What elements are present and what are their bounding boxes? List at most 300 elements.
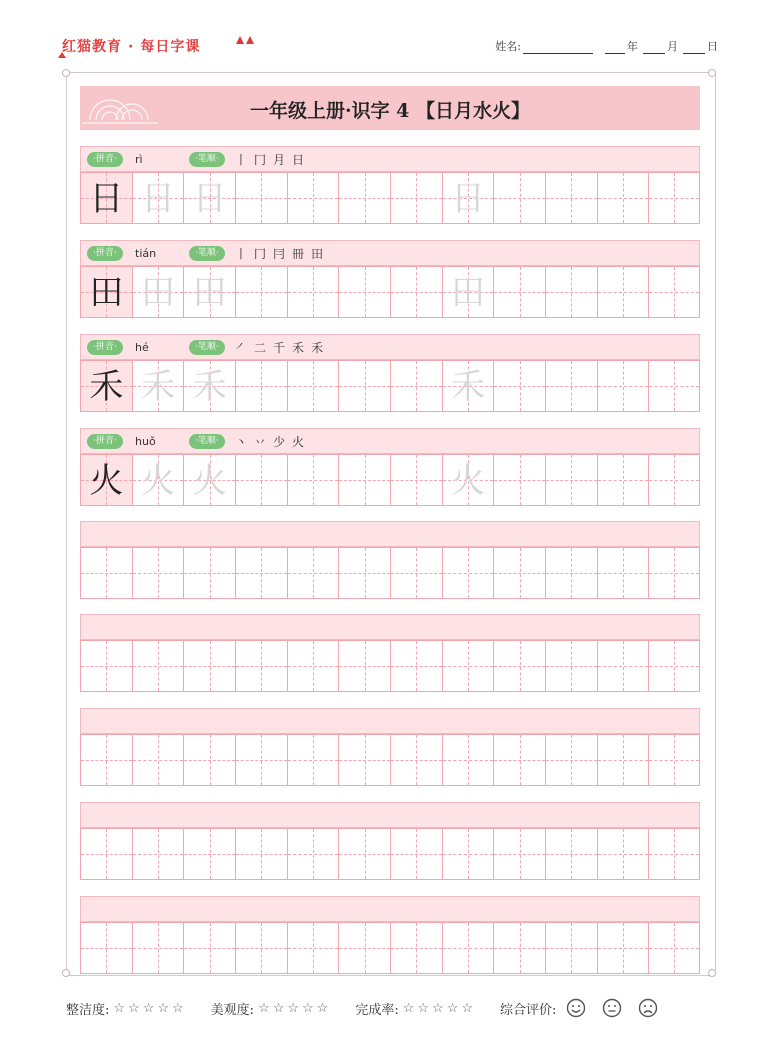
writing-cell[interactable]: [235, 734, 287, 786]
trace-character: 日: [140, 179, 175, 219]
row-header: [80, 334, 700, 360]
writing-cell[interactable]: [80, 922, 132, 974]
cell-guide-v: [313, 455, 314, 505]
title-bar: [80, 86, 700, 130]
month-blank[interactable]: [643, 41, 665, 54]
stroke-step: 月: [273, 153, 286, 167]
name-blank[interactable]: [523, 41, 593, 54]
cell-guide-v: [313, 829, 314, 879]
triangle-deco-icon: [58, 52, 66, 58]
writing-cell[interactable]: [132, 172, 184, 224]
stroke-step: 丨: [235, 247, 248, 261]
cell-guide-v: [468, 923, 469, 973]
happy-face-icon[interactable]: [566, 998, 586, 1018]
cell-guide-v: [158, 735, 159, 785]
cell-guide-v: [313, 923, 314, 973]
writing-cell[interactable]: [287, 172, 339, 224]
writing-cell[interactable]: [597, 640, 649, 692]
writing-cell[interactable]: [132, 266, 184, 318]
writing-cell[interactable]: [597, 454, 649, 506]
writing-cell[interactable]: [287, 266, 339, 318]
cell-guide-v: [365, 361, 366, 411]
cell-guide-v: [623, 455, 624, 505]
frame-corner: [62, 69, 70, 77]
writing-cell[interactable]: [287, 828, 339, 880]
strokes-badge: ·笔顺·: [189, 340, 225, 355]
name-label: 姓名:: [495, 40, 521, 53]
writing-cell[interactable]: [493, 360, 545, 412]
row-header: [80, 708, 700, 734]
cell-guide-v: [261, 361, 262, 411]
writing-cell[interactable]: [338, 828, 390, 880]
neatness-label: 整洁度:: [66, 1002, 110, 1018]
cell-guide-v: [261, 267, 262, 317]
writing-cell[interactable]: [390, 172, 442, 224]
writing-cell[interactable]: [597, 360, 649, 412]
triangle-deco-icon: [236, 36, 254, 44]
writing-cell[interactable]: [338, 547, 390, 599]
cell-guide-v: [416, 735, 417, 785]
writing-cell[interactable]: [493, 640, 545, 692]
cell-guide-v: [520, 548, 521, 598]
cell-guide-v: [106, 548, 107, 598]
evaluation-footer: [66, 998, 726, 1018]
writing-cell[interactable]: [287, 454, 339, 506]
trace-character: 禾: [140, 367, 175, 407]
cell-guide-v: [520, 361, 521, 411]
writing-cell[interactable]: [338, 454, 390, 506]
row-header: [80, 240, 700, 266]
writing-cell[interactable]: [390, 734, 442, 786]
writing-cell[interactable]: [648, 734, 700, 786]
stroke-order: [235, 433, 311, 450]
cell-guide-v: [158, 923, 159, 973]
cell-guide-v: [313, 173, 314, 223]
trace-character: 田: [192, 273, 227, 313]
cell-guide-v: [210, 548, 211, 598]
stroke-step: 禾: [311, 341, 324, 355]
writing-cell[interactable]: [287, 547, 339, 599]
model-character: 禾: [89, 367, 124, 407]
cell-guide-v: [520, 829, 521, 879]
cell-guide-v: [416, 361, 417, 411]
writing-cell[interactable]: [597, 266, 649, 318]
writing-cell[interactable]: [183, 172, 235, 224]
tianzige-grid: [80, 172, 700, 224]
writing-cell[interactable]: [80, 172, 132, 224]
cell-guide-v: [416, 923, 417, 973]
completion-label: 完成率:: [355, 1002, 399, 1018]
cell-guide-v: [261, 455, 262, 505]
cell-guide-v: [674, 735, 675, 785]
tianzige-grid: [80, 922, 700, 974]
writing-cell[interactable]: [648, 360, 700, 412]
row-header: [80, 896, 700, 922]
writing-cell[interactable]: [80, 360, 132, 412]
cell-guide-v: [210, 923, 211, 973]
pinyin-badge: ·拼音·: [87, 434, 123, 449]
cell-guide-v: [571, 735, 572, 785]
writing-cell[interactable]: [545, 172, 597, 224]
writing-cell[interactable]: [338, 360, 390, 412]
writing-cell[interactable]: [545, 734, 597, 786]
writing-cell[interactable]: [183, 828, 235, 880]
writing-cell[interactable]: [132, 734, 184, 786]
writing-cell[interactable]: [545, 828, 597, 880]
cell-guide-v: [313, 548, 314, 598]
pinyin-badge: ·拼音·: [87, 246, 123, 261]
writing-cell[interactable]: [390, 640, 442, 692]
writing-cell[interactable]: [493, 266, 545, 318]
day-blank[interactable]: [683, 41, 705, 54]
cell-guide-v: [158, 641, 159, 691]
stroke-step: 丨: [235, 153, 248, 167]
writing-cell[interactable]: [442, 828, 494, 880]
row-header: [80, 521, 700, 547]
stroke-step: 少: [273, 435, 286, 449]
writing-cell[interactable]: [442, 734, 494, 786]
stroke-step: 冊: [292, 247, 305, 261]
writing-cell[interactable]: [132, 640, 184, 692]
writing-cell[interactable]: [80, 547, 132, 599]
writing-cell[interactable]: [442, 172, 494, 224]
cell-guide-v: [520, 173, 521, 223]
brand-name: 红猫教育: [62, 39, 122, 55]
tianzige-grid: [80, 547, 700, 599]
writing-cell[interactable]: [390, 454, 442, 506]
trace-character: 日: [192, 179, 227, 219]
beauty-stars[interactable]: ☆☆☆☆☆: [258, 1000, 332, 1016]
writing-cell[interactable]: [545, 547, 597, 599]
cell-guide-v: [365, 923, 366, 973]
cell-guide-v: [623, 829, 624, 879]
writing-cell[interactable]: [390, 547, 442, 599]
cell-guide-v: [261, 829, 262, 879]
writing-cell[interactable]: [597, 828, 649, 880]
cell-guide-v: [571, 829, 572, 879]
writing-cell[interactable]: [493, 828, 545, 880]
cell-guide-v: [674, 548, 675, 598]
writing-cell[interactable]: [132, 828, 184, 880]
cell-guide-v: [468, 548, 469, 598]
neatness-stars[interactable]: ☆☆☆☆☆: [113, 1000, 187, 1016]
cell-guide-v: [313, 641, 314, 691]
cell-guide-v: [365, 829, 366, 879]
completion-stars[interactable]: ☆☆☆☆☆: [402, 1000, 477, 1016]
stroke-order: [235, 151, 311, 168]
cell-guide-v: [623, 267, 624, 317]
writing-cell[interactable]: [545, 360, 597, 412]
writing-cell[interactable]: [183, 640, 235, 692]
stroke-step: ㇒: [235, 341, 248, 355]
cell-guide-v: [520, 923, 521, 973]
writing-cell[interactable]: [648, 266, 700, 318]
cell-guide-v: [365, 735, 366, 785]
writing-cell[interactable]: [235, 266, 287, 318]
row-header: [80, 146, 700, 172]
cell-guide-v: [261, 173, 262, 223]
writing-cell[interactable]: [545, 266, 597, 318]
brand-series: 每日字课: [140, 39, 201, 55]
cell-guide-v: [623, 735, 624, 785]
cell-guide-v: [468, 735, 469, 785]
tianzige-grid: [80, 734, 700, 786]
writing-cell[interactable]: [132, 454, 184, 506]
writing-cell[interactable]: [287, 922, 339, 974]
writing-cell[interactable]: [442, 454, 494, 506]
pinyin-badge: ·拼音·: [87, 340, 123, 355]
frame-corner: [62, 969, 70, 977]
writing-cell[interactable]: [183, 734, 235, 786]
cell-guide-v: [416, 173, 417, 223]
cell-guide-v: [261, 641, 262, 691]
stroke-step: 丶: [235, 435, 248, 449]
trace-character: 禾: [450, 367, 485, 407]
cell-guide-v: [623, 361, 624, 411]
stroke-step: 田: [311, 247, 324, 261]
cell-guide-v: [571, 455, 572, 505]
tianzige-grid: [80, 360, 700, 412]
neutral-face-icon[interactable]: [602, 998, 622, 1018]
trace-character: 禾: [192, 367, 227, 407]
cell-guide-v: [674, 829, 675, 879]
cell-guide-v: [520, 641, 521, 691]
writing-cell[interactable]: [493, 172, 545, 224]
cell-guide-v: [571, 641, 572, 691]
pinyin-badge: ·拼音·: [87, 152, 123, 167]
beauty-label: 美观度:: [210, 1002, 255, 1018]
writing-cell[interactable]: [235, 640, 287, 692]
overall-label: 综合评价:: [500, 1002, 557, 1018]
writing-cell[interactable]: [597, 922, 649, 974]
cell-guide-v: [571, 173, 572, 223]
stroke-order: [235, 339, 330, 356]
row-header: [80, 614, 700, 640]
stroke-order: [235, 245, 330, 262]
cell-guide-v: [261, 923, 262, 973]
strokes-badge: ·笔顺·: [189, 152, 225, 167]
page-title: 一年级上册·识字 4 【日月水火】: [249, 100, 531, 122]
writing-cell[interactable]: [545, 640, 597, 692]
tianzige-grid: [80, 640, 700, 692]
brand-separator: ·: [128, 39, 135, 55]
stroke-step: 丷: [254, 435, 267, 449]
model-character: 田: [89, 273, 124, 313]
cell-guide-v: [674, 267, 675, 317]
writing-cell[interactable]: [80, 266, 132, 318]
cell-guide-v: [468, 641, 469, 691]
strokes-badge: ·笔顺·: [189, 246, 225, 261]
writing-cell[interactable]: [493, 922, 545, 974]
writing-cell[interactable]: [648, 172, 700, 224]
cell-guide-v: [261, 548, 262, 598]
cell-guide-v: [365, 641, 366, 691]
sad-face-icon[interactable]: [638, 998, 658, 1018]
trace-character: 火: [192, 461, 227, 501]
cell-guide-v: [365, 548, 366, 598]
cell-guide-v: [674, 455, 675, 505]
brand: [62, 36, 200, 56]
cell-guide-v: [106, 923, 107, 973]
writing-cell[interactable]: [235, 922, 287, 974]
cell-guide-v: [416, 829, 417, 879]
cell-guide-v: [210, 735, 211, 785]
writing-cell[interactable]: [648, 828, 700, 880]
day-label: 日: [707, 40, 718, 53]
writing-cell[interactable]: [493, 547, 545, 599]
stroke-step: 日: [292, 153, 305, 167]
cell-guide-v: [158, 829, 159, 879]
cell-guide-v: [365, 173, 366, 223]
writing-cell[interactable]: [442, 360, 494, 412]
writing-cell[interactable]: [648, 547, 700, 599]
writing-cell[interactable]: [597, 734, 649, 786]
cell-guide-v: [520, 267, 521, 317]
cell-guide-v: [261, 735, 262, 785]
cell-guide-v: [623, 641, 624, 691]
writing-cell[interactable]: [287, 734, 339, 786]
cell-guide-v: [365, 455, 366, 505]
cell-guide-v: [416, 641, 417, 691]
frame-corner: [708, 969, 716, 977]
stroke-step: 冂: [254, 153, 267, 167]
writing-cell[interactable]: [235, 547, 287, 599]
cell-guide-v: [210, 641, 211, 691]
year-blank[interactable]: [605, 41, 625, 54]
writing-cell[interactable]: [183, 266, 235, 318]
cell-guide-v: [623, 173, 624, 223]
cell-guide-v: [158, 548, 159, 598]
writing-cell[interactable]: [235, 454, 287, 506]
writing-cell[interactable]: [338, 922, 390, 974]
row-header: [80, 802, 700, 828]
cell-guide-v: [520, 735, 521, 785]
cell-guide-v: [416, 267, 417, 317]
writing-cell[interactable]: [442, 640, 494, 692]
cell-guide-v: [313, 267, 314, 317]
writing-cell[interactable]: [390, 828, 442, 880]
writing-cell[interactable]: [442, 547, 494, 599]
writing-cell[interactable]: [442, 922, 494, 974]
cell-guide-v: [106, 641, 107, 691]
student-info: [495, 38, 718, 54]
stroke-step: 冂: [254, 247, 267, 261]
writing-cell[interactable]: [80, 454, 132, 506]
cell-guide-v: [623, 923, 624, 973]
year-label: 年: [627, 40, 638, 53]
stroke-step: 千: [273, 341, 286, 355]
writing-cell[interactable]: [183, 922, 235, 974]
writing-cell[interactable]: [338, 640, 390, 692]
pinyin-text: tián: [135, 247, 157, 260]
writing-cell[interactable]: [442, 266, 494, 318]
cell-guide-v: [468, 829, 469, 879]
writing-cell[interactable]: [235, 172, 287, 224]
cell-guide-v: [520, 455, 521, 505]
writing-cell[interactable]: [287, 360, 339, 412]
pinyin-text: rì: [135, 153, 143, 166]
stroke-step: 禾: [292, 341, 305, 355]
writing-cell[interactable]: [648, 640, 700, 692]
month-label: 月: [667, 40, 678, 53]
writing-cell[interactable]: [132, 922, 184, 974]
writing-cell[interactable]: [132, 547, 184, 599]
trace-character: 田: [450, 273, 485, 313]
writing-cell[interactable]: [597, 172, 649, 224]
cell-guide-v: [571, 923, 572, 973]
writing-cell[interactable]: [183, 360, 235, 412]
tianzige-grid: [80, 828, 700, 880]
writing-cell[interactable]: [80, 828, 132, 880]
writing-cell[interactable]: [338, 266, 390, 318]
writing-cell[interactable]: [545, 454, 597, 506]
cell-guide-v: [106, 735, 107, 785]
cell-guide-v: [674, 361, 675, 411]
writing-cell[interactable]: [648, 454, 700, 506]
writing-cell[interactable]: [493, 454, 545, 506]
writing-cell[interactable]: [338, 172, 390, 224]
cell-guide-v: [416, 455, 417, 505]
pinyin-text: hé: [135, 341, 149, 354]
writing-cell[interactable]: [183, 454, 235, 506]
writing-cell[interactable]: [132, 360, 184, 412]
stroke-step: 冃: [273, 247, 286, 261]
model-character: 火: [89, 461, 124, 501]
writing-cell[interactable]: [183, 547, 235, 599]
cell-guide-v: [313, 735, 314, 785]
writing-cell[interactable]: [390, 922, 442, 974]
cell-guide-v: [313, 361, 314, 411]
writing-cell[interactable]: [235, 828, 287, 880]
cell-guide-v: [674, 173, 675, 223]
row-header: [80, 428, 700, 454]
cell-guide-v: [674, 641, 675, 691]
stroke-step: 火: [292, 435, 305, 449]
trace-character: 田: [140, 273, 175, 313]
writing-cell[interactable]: [390, 360, 442, 412]
writing-cell[interactable]: [648, 922, 700, 974]
frame-corner: [708, 69, 716, 77]
cell-guide-v: [571, 361, 572, 411]
writing-cell[interactable]: [338, 734, 390, 786]
cell-guide-v: [210, 829, 211, 879]
cell-guide-v: [416, 548, 417, 598]
writing-cell[interactable]: [80, 734, 132, 786]
tianzige-grid: [80, 454, 700, 506]
writing-cell[interactable]: [390, 266, 442, 318]
cell-guide-v: [106, 829, 107, 879]
writing-cell[interactable]: [80, 640, 132, 692]
cell-guide-v: [365, 267, 366, 317]
stroke-step: 二: [254, 341, 267, 355]
trace-character: 日: [450, 179, 485, 219]
writing-cell[interactable]: [493, 734, 545, 786]
writing-cell[interactable]: [597, 547, 649, 599]
trace-character: 火: [450, 461, 485, 501]
trace-character: 火: [140, 461, 175, 501]
tianzige-grid: [80, 266, 700, 318]
writing-cell[interactable]: [545, 922, 597, 974]
writing-cell[interactable]: [287, 640, 339, 692]
model-character: 日: [89, 179, 124, 219]
writing-cell[interactable]: [235, 360, 287, 412]
cell-guide-v: [623, 548, 624, 598]
cell-guide-v: [571, 267, 572, 317]
strokes-badge: ·笔顺·: [189, 434, 225, 449]
cell-guide-v: [674, 923, 675, 973]
pinyin-text: huǒ: [135, 435, 156, 448]
cell-guide-v: [571, 548, 572, 598]
